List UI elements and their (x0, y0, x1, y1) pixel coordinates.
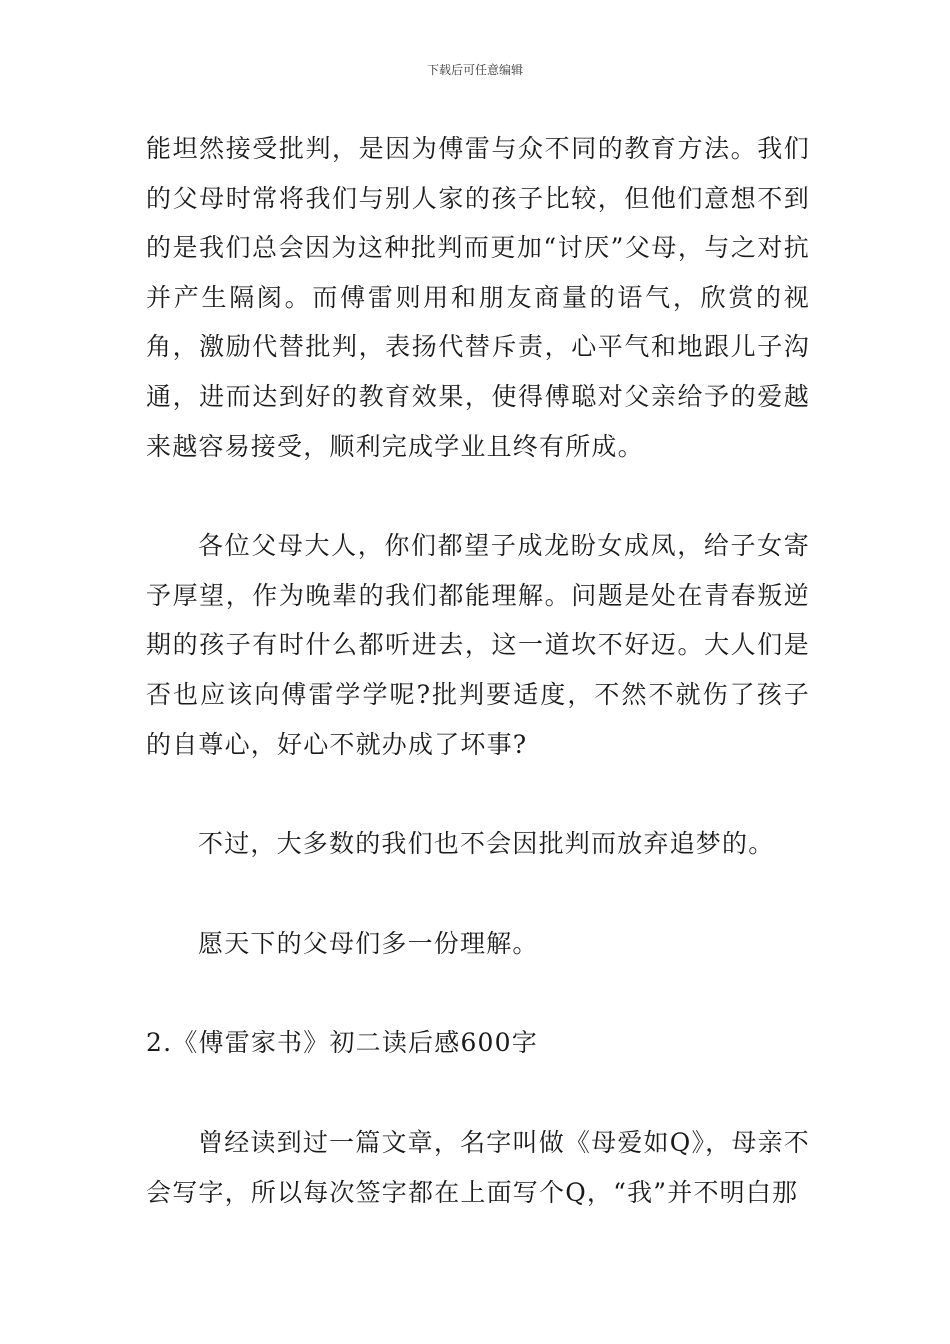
document-body (146, 124, 810, 1217)
paragraph-wish: 愿天下的父母们多一份理解。 (198, 928, 539, 958)
paragraph-parents-appeal: 各位父母大人，你们都望子成龙盼女成凤，给子女寄予厚望，作为晚辈的我们都能理解。问题是处在青春叛逆期的孩子有时什么都听进去，这一道坎不好迈。大人们是否也应该向傅雷学学呢?批判要适度，不然不就伤了孩子的自尊心，好心不就办成了坏事? (146, 531, 810, 759)
page-header: 下载后可任意编辑 (426, 63, 523, 77)
paragraph-mother-love: 曾经读到过一篇文章，名字叫做《母爱如Q》，母亲不会写字，所以每次签字都在上面写个Q，“我”并不明白那 (146, 1127, 810, 1207)
paragraph-not-giving-up: 不过，大多数的我们也不会因批判而放弃追梦的。 (198, 829, 775, 859)
section-heading: 2.《傅雷家书》初二读后感600字 (146, 1028, 538, 1058)
paragraph-continuation: 能坦然接受批判，是因为傅雷与众不同的教育方法。我们的父母时常将我们与别人家的孩子比较，但他们意想不到的是我们总会因为这种批判而更加“讨厌”父母，与之对抗并产生隔阂。而傅雷则用和朋友商量的语气，欣赏的视角，激励代替批判，表扬代替斥责，心平气和地跟儿子沟通，进而达到好的教育效果，使得傅聪对父亲给予的爱越来越容易接受，顺利完成学业且终有所成。 (146, 134, 810, 461)
